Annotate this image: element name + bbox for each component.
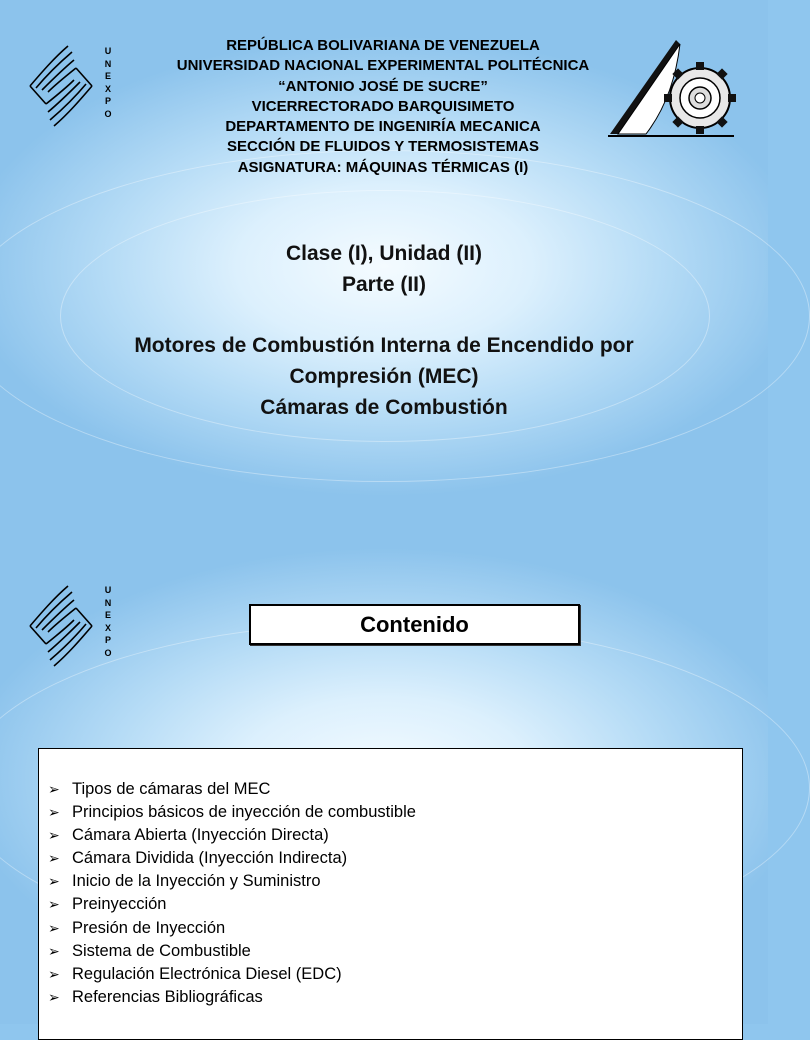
- list-item: [48, 847, 416, 870]
- contents-heading: Contenido: [249, 604, 580, 645]
- title-slide: [0, 0, 768, 512]
- list-item-label: Cámara Abierta (Inyección Directa): [72, 826, 329, 845]
- logo-letter: U: [104, 585, 112, 595]
- part-line: Parte (II): [341, 273, 427, 296]
- arrow-bullet-icon: ➢: [48, 965, 60, 982]
- unexpo-logo-icon: [24, 584, 98, 668]
- list-item: [48, 778, 416, 801]
- institution-header: [110, 36, 656, 178]
- list-item-label: Tipos de cámaras del MEC: [72, 780, 271, 798]
- list-item-label: Preinyección: [72, 895, 167, 914]
- contents-list: [48, 778, 416, 1009]
- header-line: “ANTONIO JOSÉ DE SUCRE”: [278, 77, 488, 95]
- list-item: [48, 870, 416, 893]
- arrow-bullet-icon: ➢: [48, 942, 60, 959]
- arrow-bullet-icon: ➢: [48, 804, 60, 821]
- topic-line: Compresión (MEC): [289, 365, 479, 388]
- list-item: [48, 801, 416, 824]
- topic-line: Motores de Combustión Interna de Encendido por: [134, 334, 634, 357]
- list-item-label: Sistema de Combustible: [72, 941, 251, 960]
- logo-letter: P: [104, 96, 111, 106]
- list-item: [48, 986, 416, 1009]
- logo-letter: N: [104, 58, 112, 69]
- arrow-bullet-icon: ➢: [48, 781, 60, 797]
- logo-letter: N: [104, 597, 112, 608]
- header-line: REPÚBLICA BOLIVARIANA DE VENEZUELA: [226, 37, 540, 54]
- topic-title: [40, 330, 728, 423]
- list-item: [48, 917, 416, 940]
- unexpo-vertical-text: [103, 584, 113, 659]
- header-line: SECCIÓN DE FLUIDOS Y TERMOSISTEMAS: [227, 138, 539, 156]
- list-item: [48, 893, 416, 916]
- arrow-bullet-icon: ➢: [48, 873, 60, 890]
- logo-letter: X: [104, 622, 111, 633]
- list-item: [48, 963, 416, 986]
- arrow-bullet-icon: ➢: [48, 896, 60, 913]
- list-item-label: Inicio de la Inyección y Suministro: [72, 872, 321, 891]
- department-emblem-icon: [606, 38, 736, 138]
- arrow-bullet-icon: ➢: [48, 850, 60, 867]
- unexpo-logo-icon: [24, 44, 98, 128]
- topic-line: Cámaras de Combustión: [260, 396, 508, 419]
- header-line: DEPARTAMENTO DE INGENIRÍA MECANICA: [225, 118, 541, 136]
- list-item: [48, 824, 416, 847]
- logo-letter: X: [104, 83, 111, 94]
- logo-letter: U: [104, 46, 112, 56]
- arrow-bullet-icon: ➢: [48, 827, 60, 844]
- contents-list-box: [38, 748, 743, 1040]
- arrow-bullet-icon: ➢: [48, 988, 60, 1005]
- class-title: [40, 238, 728, 300]
- list-item-label: Cámara Dividida (Inyección Indirecta): [72, 849, 348, 868]
- logo-letter: O: [104, 108, 112, 119]
- arrow-bullet-icon: ➢: [48, 919, 60, 936]
- list-item-label: Regulación Electrónica Diesel (EDC): [72, 964, 342, 983]
- logo-letter: E: [104, 610, 111, 620]
- header-line: UNIVERSIDAD NACIONAL EXPERIMENTAL POLITÉCNICA: [176, 57, 590, 75]
- header-line: ASIGNATURA: MÁQUINAS TÉRMICAS (I): [237, 158, 529, 176]
- logo-letter: E: [104, 71, 111, 81]
- logo-letter: P: [104, 635, 111, 645]
- class-line: Clase (I), Unidad (II): [285, 242, 482, 265]
- list-item-label: Principios básicos de inyección de combustible: [72, 803, 416, 822]
- header-line: VICERRECTORADO BARQUISIMETO: [251, 97, 515, 115]
- list-item-label: Presión de Inyección: [72, 918, 226, 937]
- logo-letter: O: [104, 647, 112, 658]
- list-item-label: Referencias Bibliográficas: [72, 987, 263, 1006]
- list-item: [48, 940, 416, 963]
